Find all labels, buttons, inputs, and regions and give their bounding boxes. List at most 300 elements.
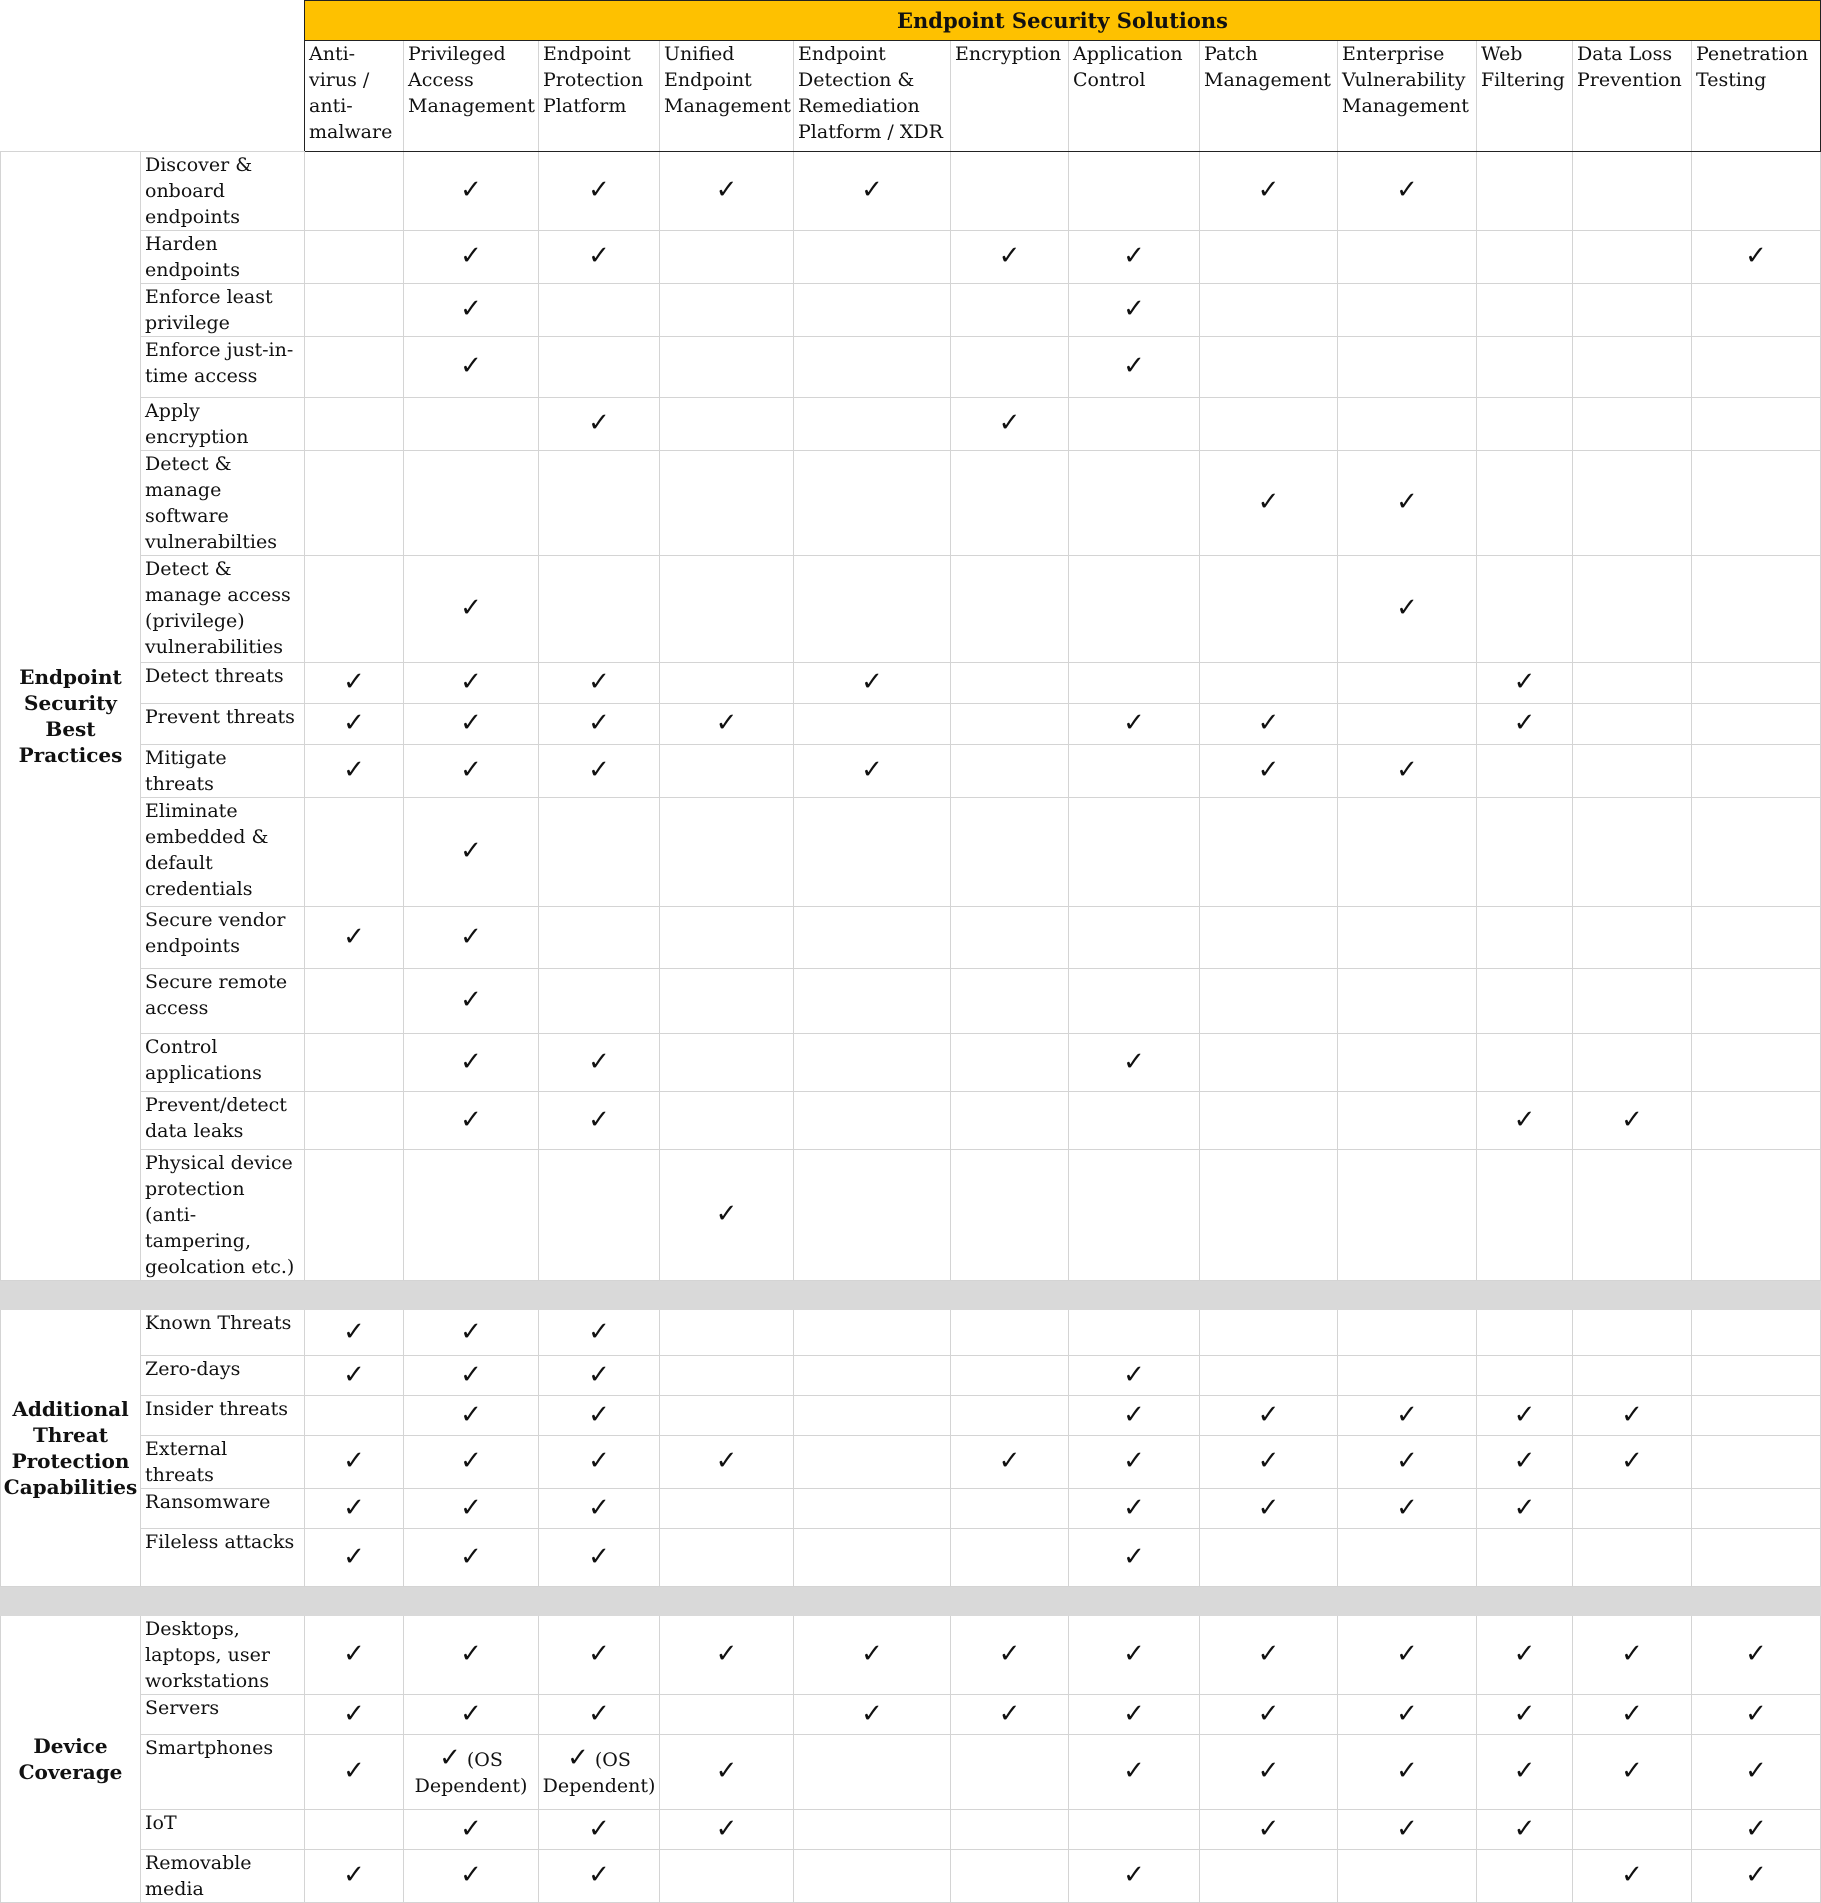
check-cell bbox=[404, 1810, 539, 1850]
check-cell bbox=[951, 1150, 1069, 1281]
table-row bbox=[1, 337, 1821, 398]
check-cell bbox=[1069, 1356, 1200, 1396]
check-cell bbox=[404, 1850, 539, 1903]
check-cell bbox=[1338, 907, 1477, 969]
check-icon: ✓ bbox=[588, 1359, 610, 1390]
check-cell bbox=[1069, 1310, 1200, 1356]
check-cell bbox=[1200, 1436, 1338, 1489]
check-icon: ✓ bbox=[998, 241, 1021, 271]
check-note bbox=[404, 1745, 538, 1799]
check-icon: ✓ bbox=[460, 1492, 482, 1523]
check-cell bbox=[1069, 152, 1200, 231]
check-cell bbox=[794, 907, 951, 969]
check-cell bbox=[539, 1436, 660, 1489]
check-cell bbox=[660, 152, 794, 231]
check-cell bbox=[305, 1489, 404, 1529]
check-icon: ✓ bbox=[460, 985, 482, 1015]
check-cell bbox=[951, 556, 1069, 663]
check-cell bbox=[794, 704, 951, 745]
check-cell bbox=[1200, 1310, 1338, 1356]
check-cell bbox=[1573, 1735, 1692, 1810]
check-cell bbox=[1573, 969, 1692, 1034]
check-note bbox=[539, 1745, 659, 1799]
check-cell bbox=[1200, 231, 1338, 284]
check-icon: ✓ bbox=[1123, 241, 1145, 271]
check-icon: ✓ bbox=[460, 593, 482, 623]
check-cell bbox=[1692, 1150, 1821, 1281]
row-label: Detect & manage access (privilege) vulnerabilities bbox=[141, 556, 305, 663]
check-icon: ✓ bbox=[1513, 1639, 1536, 1669]
check-cell bbox=[539, 1529, 660, 1587]
header-title: Endpoint Security Solutions bbox=[305, 1, 1821, 41]
check-cell bbox=[305, 1616, 404, 1695]
check-cell bbox=[1338, 337, 1477, 398]
check-cell bbox=[951, 704, 1069, 745]
check-icon: ✓ bbox=[861, 667, 883, 697]
column-header: Penetration Testing bbox=[1692, 41, 1821, 152]
table-row bbox=[1, 556, 1821, 663]
column-header: Unified Endpoint Management bbox=[660, 41, 794, 152]
check-cell bbox=[1477, 704, 1573, 745]
check-cell bbox=[539, 231, 660, 284]
check-icon: ✓ bbox=[588, 1316, 610, 1347]
check-cell bbox=[1692, 1735, 1821, 1810]
check-icon: ✓ bbox=[1396, 1639, 1418, 1669]
check-cell bbox=[951, 1529, 1069, 1587]
row-label: IoT bbox=[141, 1810, 305, 1850]
table-row bbox=[1, 1616, 1821, 1695]
check-cell bbox=[794, 969, 951, 1034]
check-cell bbox=[660, 798, 794, 907]
check-icon: ✓ bbox=[343, 1698, 365, 1729]
table-row bbox=[1, 398, 1821, 451]
check-icon: ✓ bbox=[460, 294, 482, 324]
check-cell bbox=[1200, 745, 1338, 798]
check-cell bbox=[1692, 969, 1821, 1034]
check-cell bbox=[951, 1396, 1069, 1436]
check-cell bbox=[951, 1850, 1069, 1903]
check-icon: ✓ bbox=[588, 708, 610, 738]
check-cell bbox=[539, 337, 660, 398]
check-cell bbox=[305, 451, 404, 556]
check-icon: ✓ bbox=[1123, 1399, 1145, 1430]
check-icon: ✓ bbox=[1396, 755, 1418, 785]
check-icon: ✓ bbox=[1396, 1756, 1418, 1786]
check-icon: ✓ bbox=[1123, 351, 1145, 381]
check-cell bbox=[1069, 798, 1200, 907]
check-cell bbox=[660, 745, 794, 798]
check-cell bbox=[1692, 1356, 1821, 1396]
check-cell bbox=[660, 1436, 794, 1489]
section-separator bbox=[1, 1281, 1821, 1310]
check-cell bbox=[1338, 284, 1477, 337]
check-cell bbox=[660, 1396, 794, 1436]
check-cell bbox=[1477, 1436, 1573, 1489]
check-icon: ✓ bbox=[1396, 487, 1418, 517]
check-cell bbox=[1573, 798, 1692, 907]
check-cell bbox=[404, 1695, 539, 1735]
check-cell bbox=[305, 1529, 404, 1587]
check-cell bbox=[305, 1810, 404, 1850]
check-icon: ✓ bbox=[1123, 1698, 1145, 1729]
check-cell bbox=[539, 969, 660, 1034]
check-cell bbox=[794, 1695, 951, 1735]
check-cell bbox=[1200, 1150, 1338, 1281]
check-icon: ✓ bbox=[343, 1316, 365, 1347]
check-icon: ✓ bbox=[343, 1492, 365, 1523]
check-cell bbox=[404, 704, 539, 745]
check-cell bbox=[1338, 1396, 1477, 1436]
check-cell bbox=[1573, 1436, 1692, 1489]
check-cell bbox=[1692, 1850, 1821, 1903]
check-cell bbox=[1200, 1529, 1338, 1587]
check-cell bbox=[305, 1356, 404, 1396]
check-icon: ✓ bbox=[1513, 667, 1536, 697]
check-cell bbox=[794, 798, 951, 907]
check-cell bbox=[660, 337, 794, 398]
row-label: Smartphones bbox=[141, 1735, 305, 1810]
table-row bbox=[1, 1150, 1821, 1281]
check-cell bbox=[404, 798, 539, 907]
check-icon: ✓ bbox=[1257, 1813, 1280, 1844]
check-cell bbox=[404, 1150, 539, 1281]
check-cell bbox=[539, 1810, 660, 1850]
table-row bbox=[1, 284, 1821, 337]
check-cell bbox=[951, 1489, 1069, 1529]
check-cell bbox=[1692, 1034, 1821, 1092]
check-cell bbox=[1069, 1092, 1200, 1150]
check-cell bbox=[305, 663, 404, 704]
check-cell bbox=[1573, 1396, 1692, 1436]
row-label: Physical device protection (anti-tampering, geolcation etc.) bbox=[141, 1150, 305, 1281]
section-label: Endpoint Security Best Practices bbox=[1, 152, 141, 1281]
check-cell bbox=[1573, 1810, 1692, 1850]
row-label: Prevent threats bbox=[141, 704, 305, 745]
check-cell bbox=[305, 969, 404, 1034]
check-cell bbox=[539, 556, 660, 663]
check-cell bbox=[1200, 663, 1338, 704]
row-label: Insider threats bbox=[141, 1396, 305, 1436]
check-icon: ✓ bbox=[588, 1813, 610, 1844]
check-cell bbox=[660, 969, 794, 1034]
check-cell bbox=[1692, 231, 1821, 284]
title-row bbox=[1, 1, 1821, 41]
check-cell bbox=[1200, 1489, 1338, 1529]
table-row bbox=[1, 798, 1821, 907]
check-cell bbox=[1338, 798, 1477, 907]
row-label: Fileless attacks bbox=[141, 1529, 305, 1587]
check-cell bbox=[305, 1310, 404, 1356]
check-cell bbox=[951, 907, 1069, 969]
check-icon: ✓ bbox=[1257, 1399, 1280, 1430]
check-cell bbox=[1200, 451, 1338, 556]
check-cell bbox=[1069, 663, 1200, 704]
check-icon: ✓ bbox=[588, 1860, 610, 1890]
check-cell bbox=[404, 969, 539, 1034]
column-header: Patch Management bbox=[1200, 41, 1338, 152]
column-header: Web Filtering bbox=[1477, 41, 1573, 152]
check-cell bbox=[1573, 231, 1692, 284]
check-cell bbox=[305, 398, 404, 451]
check-cell bbox=[1573, 663, 1692, 704]
check-icon: ✓ bbox=[588, 1492, 610, 1523]
table-row bbox=[1, 1092, 1821, 1150]
table-row bbox=[1, 907, 1821, 969]
column-header: Enterprise Vulnerability Management bbox=[1338, 41, 1477, 152]
check-cell bbox=[1692, 663, 1821, 704]
check-icon: ✓ bbox=[1123, 1492, 1145, 1523]
check-cell bbox=[1692, 556, 1821, 663]
check-icon: ✓ bbox=[460, 755, 482, 785]
column-header: Anti-virus / anti-malware bbox=[305, 41, 404, 152]
check-cell bbox=[1477, 1150, 1573, 1281]
check-cell bbox=[1573, 1092, 1692, 1150]
check-cell bbox=[539, 1356, 660, 1396]
row-label: Servers bbox=[141, 1695, 305, 1735]
check-icon: ✓ bbox=[1745, 1813, 1767, 1844]
check-cell bbox=[404, 284, 539, 337]
check-cell bbox=[1338, 1850, 1477, 1903]
check-cell bbox=[951, 1616, 1069, 1695]
row-label: Ransomware bbox=[141, 1489, 305, 1529]
check-cell bbox=[1477, 1616, 1573, 1695]
check-cell bbox=[1069, 1150, 1200, 1281]
check-cell bbox=[1338, 704, 1477, 745]
table-row bbox=[1, 231, 1821, 284]
check-cell bbox=[305, 1436, 404, 1489]
table-row bbox=[1, 1489, 1821, 1529]
check-cell bbox=[1338, 969, 1477, 1034]
check-cell bbox=[951, 1034, 1069, 1092]
check-cell bbox=[404, 1735, 539, 1810]
check-cell bbox=[305, 152, 404, 231]
check-cell bbox=[794, 556, 951, 663]
check-icon: ✓ bbox=[1745, 1756, 1767, 1786]
check-cell bbox=[1573, 556, 1692, 663]
check-cell bbox=[660, 704, 794, 745]
check-cell bbox=[404, 1616, 539, 1695]
check-cell bbox=[1338, 1436, 1477, 1489]
check-icon: ✓ bbox=[1513, 1698, 1536, 1729]
check-cell bbox=[1069, 1616, 1200, 1695]
check-cell bbox=[660, 451, 794, 556]
check-icon: ✓ bbox=[588, 1698, 610, 1729]
table-row bbox=[1, 451, 1821, 556]
check-icon: ✓ bbox=[1257, 1492, 1280, 1523]
check-icon: ✓ bbox=[460, 921, 482, 952]
check-cell bbox=[951, 969, 1069, 1034]
check-cell bbox=[404, 1034, 539, 1092]
check-icon: ✓ bbox=[567, 1743, 589, 1773]
check-cell bbox=[660, 556, 794, 663]
table-row bbox=[1, 1695, 1821, 1735]
check-cell bbox=[660, 1529, 794, 1587]
check-cell bbox=[1069, 969, 1200, 1034]
row-label: Known Threats bbox=[141, 1310, 305, 1356]
check-cell bbox=[1338, 451, 1477, 556]
check-cell bbox=[951, 663, 1069, 704]
check-cell bbox=[1477, 231, 1573, 284]
check-cell bbox=[305, 1034, 404, 1092]
check-cell bbox=[1573, 907, 1692, 969]
check-cell bbox=[1069, 451, 1200, 556]
check-icon: ✓ bbox=[1257, 487, 1280, 517]
check-icon: ✓ bbox=[998, 1698, 1021, 1729]
column-header: Endpoint Protection Platform bbox=[539, 41, 660, 152]
check-icon: ✓ bbox=[1396, 1399, 1418, 1430]
check-icon: ✓ bbox=[861, 175, 883, 205]
check-icon: ✓ bbox=[460, 1316, 482, 1347]
table-row bbox=[1, 1356, 1821, 1396]
check-cell bbox=[1573, 398, 1692, 451]
table-row bbox=[1, 745, 1821, 798]
row-label: Eliminate embedded & default credentials bbox=[141, 798, 305, 907]
check-icon: ✓ bbox=[460, 1446, 482, 1476]
check-cell bbox=[539, 745, 660, 798]
check-icon: ✓ bbox=[460, 1541, 482, 1572]
row-label: Prevent/detect data leaks bbox=[141, 1092, 305, 1150]
check-icon: ✓ bbox=[1513, 1492, 1536, 1523]
check-cell bbox=[1338, 1310, 1477, 1356]
check-icon: ✓ bbox=[1257, 1698, 1280, 1729]
check-cell bbox=[660, 231, 794, 284]
check-cell bbox=[1692, 284, 1821, 337]
check-cell bbox=[539, 1092, 660, 1150]
check-cell bbox=[1200, 284, 1338, 337]
check-cell bbox=[1069, 1436, 1200, 1489]
check-cell bbox=[1573, 1310, 1692, 1356]
check-cell bbox=[1573, 451, 1692, 556]
check-icon: ✓ bbox=[588, 241, 610, 271]
check-cell bbox=[1200, 1810, 1338, 1850]
column-header: Data Loss Prevention bbox=[1573, 41, 1692, 152]
check-cell bbox=[1477, 1529, 1573, 1587]
check-cell bbox=[951, 1695, 1069, 1735]
check-icon: ✓ bbox=[1396, 1446, 1418, 1476]
check-cell bbox=[951, 1735, 1069, 1810]
check-icon: ✓ bbox=[1257, 755, 1280, 785]
check-cell bbox=[660, 1850, 794, 1903]
check-cell bbox=[539, 663, 660, 704]
check-cell bbox=[794, 451, 951, 556]
check-cell bbox=[1069, 556, 1200, 663]
check-cell bbox=[1338, 1616, 1477, 1695]
check-cell bbox=[1692, 1695, 1821, 1735]
check-cell bbox=[1692, 745, 1821, 798]
check-cell bbox=[794, 1489, 951, 1529]
table-row bbox=[1, 1310, 1821, 1356]
check-cell bbox=[660, 398, 794, 451]
check-icon: ✓ bbox=[343, 1639, 365, 1669]
check-cell bbox=[794, 663, 951, 704]
check-cell bbox=[660, 1735, 794, 1810]
check-cell bbox=[1573, 337, 1692, 398]
check-cell bbox=[1573, 704, 1692, 745]
check-cell bbox=[1069, 1850, 1200, 1903]
check-icon: ✓ bbox=[588, 408, 610, 438]
check-cell bbox=[1069, 1396, 1200, 1436]
check-icon: ✓ bbox=[460, 1639, 482, 1669]
check-cell bbox=[539, 1489, 660, 1529]
check-cell bbox=[539, 798, 660, 907]
check-cell bbox=[305, 798, 404, 907]
check-cell bbox=[539, 284, 660, 337]
check-icon: ✓ bbox=[588, 667, 610, 697]
check-cell bbox=[794, 1034, 951, 1092]
check-cell bbox=[794, 1356, 951, 1396]
check-cell bbox=[1477, 907, 1573, 969]
check-cell bbox=[794, 152, 951, 231]
check-cell bbox=[1069, 231, 1200, 284]
check-cell bbox=[1338, 745, 1477, 798]
check-icon: ✓ bbox=[715, 1639, 738, 1669]
check-icon: ✓ bbox=[343, 1860, 365, 1890]
check-cell bbox=[404, 556, 539, 663]
check-cell bbox=[305, 745, 404, 798]
check-cell bbox=[1477, 1695, 1573, 1735]
check-cell bbox=[305, 1850, 404, 1903]
check-cell bbox=[1573, 1616, 1692, 1695]
check-cell bbox=[305, 1150, 404, 1281]
check-cell bbox=[794, 1735, 951, 1810]
table-row bbox=[1, 663, 1821, 704]
check-cell bbox=[1477, 798, 1573, 907]
check-icon: ✓ bbox=[460, 1813, 482, 1844]
check-cell bbox=[404, 907, 539, 969]
check-icon: ✓ bbox=[715, 1813, 738, 1844]
check-cell bbox=[1573, 745, 1692, 798]
check-cell bbox=[951, 1310, 1069, 1356]
check-cell bbox=[1069, 907, 1200, 969]
check-cell bbox=[539, 704, 660, 745]
row-label: Harden endpoints bbox=[141, 231, 305, 284]
check-cell bbox=[1477, 152, 1573, 231]
check-cell bbox=[404, 1436, 539, 1489]
separator-cell bbox=[1, 1281, 1821, 1310]
check-cell bbox=[794, 284, 951, 337]
check-cell bbox=[1200, 1092, 1338, 1150]
table-row bbox=[1, 1436, 1821, 1489]
table-row bbox=[1, 1529, 1821, 1587]
check-cell bbox=[1477, 745, 1573, 798]
row-label: Zero-days bbox=[141, 1356, 305, 1396]
row-label: Mitigate threats bbox=[141, 745, 305, 798]
check-cell bbox=[1200, 798, 1338, 907]
check-cell bbox=[1477, 1489, 1573, 1529]
check-cell bbox=[660, 284, 794, 337]
check-cell bbox=[1573, 1356, 1692, 1396]
check-cell bbox=[1338, 1150, 1477, 1281]
check-icon: ✓ bbox=[715, 1199, 738, 1229]
check-cell bbox=[660, 1034, 794, 1092]
check-cell bbox=[1477, 969, 1573, 1034]
section-separator bbox=[1, 1587, 1821, 1616]
check-cell bbox=[539, 1150, 660, 1281]
check-cell bbox=[951, 745, 1069, 798]
check-cell bbox=[794, 1850, 951, 1903]
check-cell bbox=[1692, 152, 1821, 231]
check-cell bbox=[1069, 337, 1200, 398]
check-cell bbox=[794, 1150, 951, 1281]
check-cell bbox=[539, 907, 660, 969]
check-cell bbox=[539, 451, 660, 556]
check-cell bbox=[1477, 284, 1573, 337]
check-icon: ✓ bbox=[998, 1639, 1021, 1669]
check-cell bbox=[951, 1356, 1069, 1396]
check-icon: ✓ bbox=[1513, 1399, 1536, 1430]
check-cell bbox=[951, 451, 1069, 556]
check-cell bbox=[539, 398, 660, 451]
